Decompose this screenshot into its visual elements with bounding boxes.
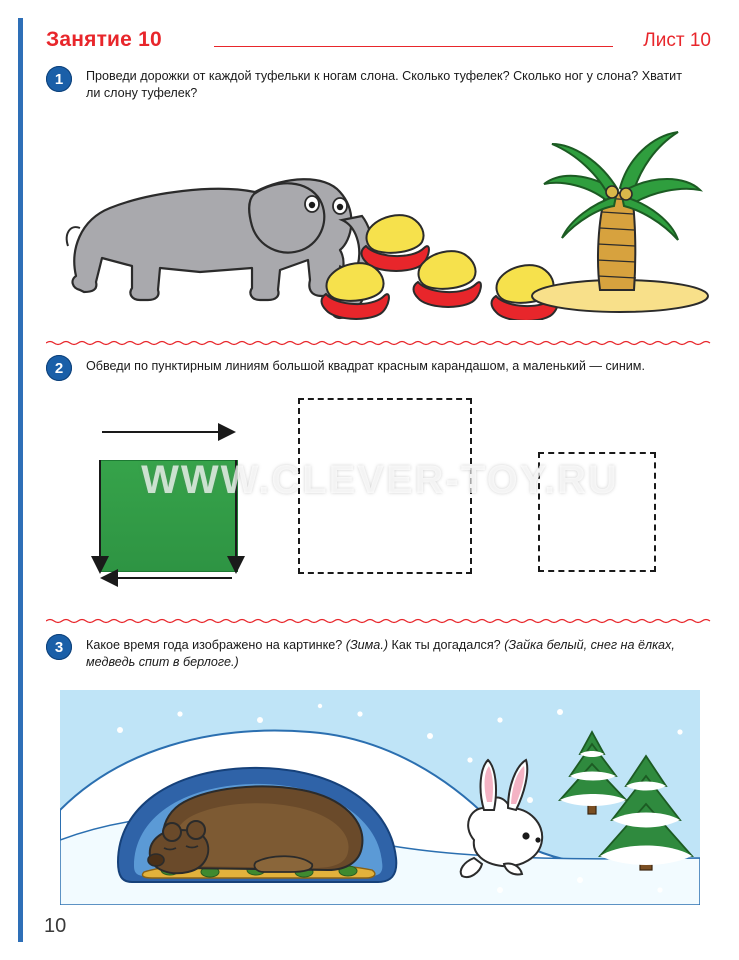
task-3-part-2: Как ты догадался?	[388, 638, 505, 652]
task-1-illustration	[40, 100, 720, 320]
task-3-answer-2: (Зайка белый, снег на ёлках, медведь спит в берлоге.)	[86, 638, 675, 670]
dashed-square-small[interactable]	[538, 452, 656, 572]
task-3-illustration	[60, 690, 700, 905]
task-3-text	[86, 637, 694, 672]
task-3-part-1: Какое время года изображено на картинке?	[86, 638, 346, 652]
palm-tree-icon	[532, 132, 708, 312]
task-1-badge: 1	[46, 66, 72, 92]
square-arrows	[86, 420, 266, 600]
wavy-divider-2	[46, 618, 711, 624]
page-number: 10	[44, 915, 67, 937]
task-1-text: Проведи дорожки от каждой туфельки к ногам слона. Сколько туфелек? Сколько ног у слона? Хватит ли слону туфелек?	[86, 69, 682, 101]
watermark: WWW.CLEVER-TOY.RU	[141, 458, 619, 502]
sheet-title: Лист 10	[643, 30, 711, 51]
left-blue-bar	[18, 18, 23, 942]
task-2-text: Обведи по пунктирным линиям большой квадрат красным карандашом, а маленький — синим.	[86, 359, 645, 373]
page-header	[46, 28, 711, 58]
task-3-badge: 3	[46, 634, 72, 660]
dashed-square-big[interactable]	[298, 398, 472, 574]
wavy-divider-1	[46, 340, 711, 346]
lesson-title: Занятие 10	[46, 28, 162, 51]
task-3-answer-1: (Зима.)	[345, 638, 389, 652]
task-2-badge: 2	[46, 355, 72, 381]
header-divider	[214, 46, 613, 47]
